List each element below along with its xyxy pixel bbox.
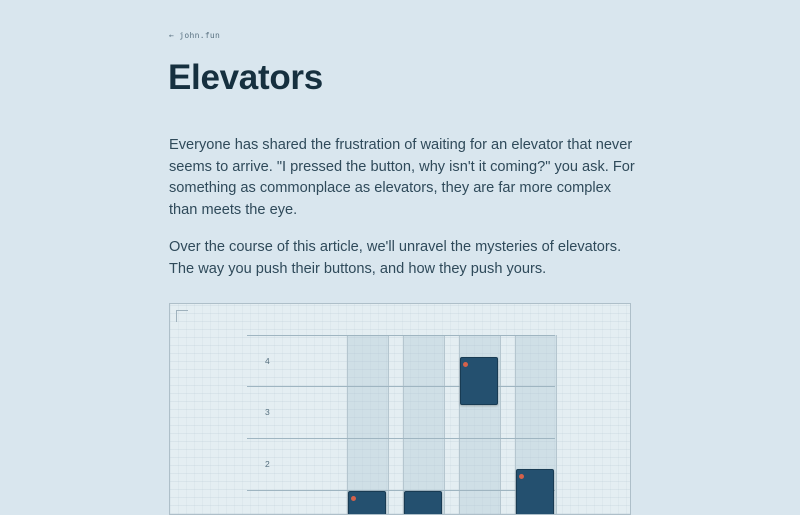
floor-label-4: 4: [265, 356, 270, 366]
corner-bracket: [176, 310, 188, 322]
car-indicator-dot: [519, 474, 524, 479]
floor-line-2: [247, 490, 555, 491]
elevator-shaft-1: [347, 335, 389, 515]
car-indicator-dot: [351, 496, 356, 501]
car-indicator-dot: [463, 362, 468, 367]
intro-paragraph: Everyone has shared the frustration of waiting for an elevator that never seems to arrive. "I pressed the button, why isn't it coming?" you ask. For something as commonplace as elevators, they are far more complex than meets the eye.: [169, 137, 635, 218]
elevator-shaft-2: [403, 335, 445, 515]
elevator-car-3[interactable]: [460, 357, 498, 405]
elevator-simulation[interactable]: [169, 303, 631, 515]
elevator-car-4[interactable]: [516, 469, 554, 515]
elevator-car-2[interactable]: [404, 491, 442, 515]
back-link[interactable]: ← john.fun: [169, 31, 221, 40]
floor-line-top: [247, 335, 555, 336]
second-paragraph: Over the course of this article, we'll unravel the mysteries of elevators. The way you push their buttons, and how they push yours.: [169, 239, 622, 277]
page-title: Elevators: [168, 58, 323, 97]
floor-label-3: 3: [265, 407, 270, 417]
floor-label-2: 2: [265, 459, 270, 469]
floor-line-4: [247, 386, 555, 387]
floor-line-3: [247, 438, 555, 439]
elevator-car-1[interactable]: [348, 491, 386, 515]
